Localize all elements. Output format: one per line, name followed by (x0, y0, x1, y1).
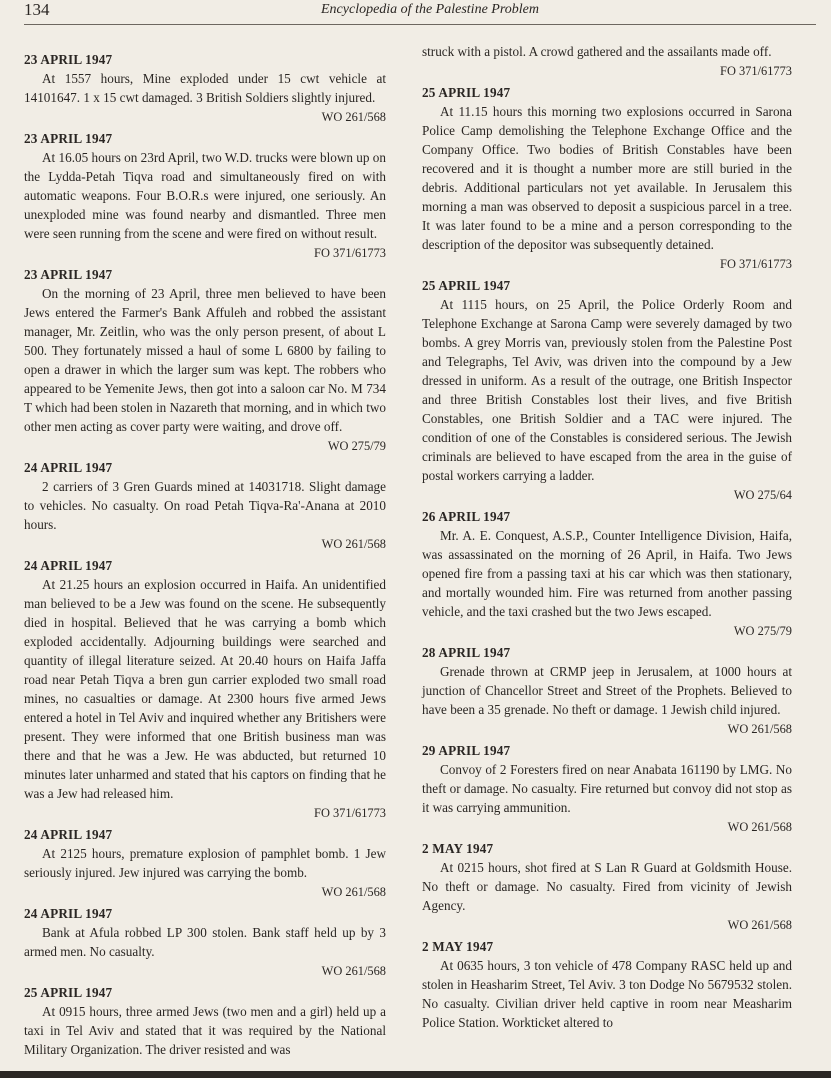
diary-entry (24, 458, 386, 554)
entry-date: 23 APRIL 1947 (24, 267, 113, 282)
entry-date: 23 APRIL 1947 (24, 131, 113, 146)
diary-entry (24, 50, 386, 127)
diary-entry (24, 904, 386, 981)
entry-text: At 16.05 hours on 23rd April, two W.D. trucks were blown up on the Lydda-Petah Tiqva road and simultaneously fired on with automatic weapons. Four B.O.R.s were injured, one seriously. An unexploded mine was found nearby and dismantled. Three men were seen running from the scene and were fired on without result. (24, 150, 386, 241)
page-number: 134 (24, 0, 50, 19)
entry-source-reference: FO 371/61773 (314, 806, 386, 820)
entry-text: Grenade thrown at CRMP jeep in Jerusalem, at 1000 hours at junction of Chancellor Street and Street of the Prophets. Believed to have been a 35 grenade. No theft or damage. 1 Jewish child injured. (422, 664, 792, 717)
diary-entry (422, 276, 792, 505)
entry-source-reference: WO 261/568 (727, 820, 792, 834)
entry-text: Convoy of 2 Foresters fired on near Anabata 161190 by LMG. No theft or damage. No casualty. Fire returned but convoy did not stop as it was carrying ammunition. (422, 762, 792, 815)
entry-text: At 1115 hours, on 25 April, the Police Orderly Room and Telephone Exchange at Sarona Camp were severely damaged by two bombs. A grey Morris van, previously stolen from the Palestine Post and Telegraphs, Tel Aviv, was driven into the compound by a Jew dressed in uniform. As a result of the outrage, one British Inspector and three British Constables lost their lives, and five British Constables, one British Soldier and a TAC were injured. The condition of one of the Constables is considered serious. The Jewish criminals are believed to have escaped from the area in the guise of postal workers carrying a ladder. (422, 297, 792, 483)
diary-entry (422, 643, 792, 739)
diary-entry (422, 937, 792, 1032)
entry-source-reference: WO 261/568 (321, 964, 386, 978)
entry-text: struck with a pistol. A crowd gathered and the assailants made off. (422, 44, 772, 59)
entry-date: 29 APRIL 1947 (422, 743, 511, 758)
entry-text: At 2125 hours, premature explosion of pamphlet bomb. 1 Jew seriously injured. Jew injured was carrying the bomb. (24, 846, 386, 880)
diary-entry (422, 42, 792, 81)
entry-source-reference: WO 261/568 (321, 885, 386, 899)
entry-text: At 0215 hours, shot fired at S Lan R Guard at Goldsmith House. No theft or damage. No casualty. Fired from vicinity of Jewish Agency. (422, 860, 792, 913)
diary-entry (24, 265, 386, 456)
entry-source-reference: WO 275/79 (327, 439, 386, 453)
entry-text: 2 carriers of 3 Gren Guards mined at 14031718. Slight damage to vehicles. No casualty. On road Petah Tiqva-Ra'-Anana at 2010 hours. (24, 479, 386, 532)
diary-entry (422, 507, 792, 641)
entry-date: 23 APRIL 1947 (24, 52, 113, 67)
diary-entry (422, 839, 792, 935)
entry-source-reference: WO 275/79 (733, 624, 792, 638)
entry-source-reference: WO 261/568 (727, 722, 792, 736)
entry-source-reference: WO 275/64 (733, 488, 792, 502)
entry-date: 25 APRIL 1947 (24, 985, 113, 1000)
entry-text: Mr. A. E. Conquest, A.S.P., Counter Intelligence Division, Haifa, was assassinated on the morning of 26 April, in Haifa. Two Jews opened fire from a passing taxi at his car which was then stationary, and mortally wounded him. Fire was returned from another passing vehicle, and the taxi crashed but the two Jews escaped. (422, 528, 792, 619)
entry-date: 24 APRIL 1947 (24, 558, 113, 573)
entry-text: At 21.25 hours an explosion occurred in Haifa. An unidentified man believed to be a Jew was found on the scene. He subsequently died in hospital. Believed that he was carrying a bomb which exploded accidentally. Adjourning buildings were searched and quantity of illegal literature seized. At 20.40 hours on Haifa Jaffa road near Petah Tiqva a bren gun carrier exploded two small road mines, no casualties or damage. At 2300 hours five armed Jews entered a hotel in Tel Aviv and inquired whether any Britishers were present. They were informed that one British business man was there and that he was a Jew. He was abducted, but returned 10 minutes later unharmed and stated that his captors on finding that he was a Jew had released him. (24, 577, 386, 801)
entry-date: 24 APRIL 1947 (24, 906, 113, 921)
right-column (422, 42, 792, 1034)
left-column (24, 50, 386, 1061)
entry-date: 24 APRIL 1947 (24, 827, 113, 842)
entry-source-reference: WO 261/568 (321, 110, 386, 124)
entry-date: 2 MAY 1947 (422, 939, 494, 954)
entry-source-reference: FO 371/61773 (720, 64, 792, 78)
entry-date: 28 APRIL 1947 (422, 645, 511, 660)
page-bottom-edge (0, 1071, 831, 1078)
entry-source-reference: FO 371/61773 (720, 257, 792, 271)
entry-date: 25 APRIL 1947 (422, 278, 511, 293)
diary-entry (422, 83, 792, 274)
entry-text: On the morning of 23 April, three men believed to have been Jews entered the Farmer's Bank Affuleh and robbed the assistant manager, Mr. Zeitlin, who was the only person present, of about L 500. They fortunately missed a haul of some L 6800 by failing to open a drawer in which the larger sum was kept. The robbers who appeared to be Yemenite Jews, then got into a saloon car No. M 734 T which had been stolen in Nazareth that morning, and in which two other men acting as cover party were waiting, and drove off. (24, 286, 386, 434)
diary-entry (24, 129, 386, 263)
entry-date: 2 MAY 1947 (422, 841, 494, 856)
entry-source-reference: FO 371/61773 (314, 246, 386, 260)
entry-date: 25 APRIL 1947 (422, 85, 511, 100)
entry-text: Bank at Afula robbed LP 300 stolen. Bank staff held up by 3 armed men. No casualty. (24, 925, 386, 959)
entry-text: At 11.15 hours this morning two explosions occurred in Sarona Police Camp demolishing the Telephone Exchange Office and the Company Office. Two bodies of British Constables have been recovered and it is thought a number more are still buried in the debris. Additional particulars not yet available. In Jerusalem this morning a man was observed to deposit a suspicious parcel in a tree. It was later found to be a mine and a person corresponding to the description of the depositor was subsequently detained. (422, 104, 792, 252)
entry-source-reference: WO 261/568 (321, 537, 386, 551)
page-header (24, 0, 816, 25)
entry-date: 26 APRIL 1947 (422, 509, 511, 524)
diary-entry (24, 983, 386, 1059)
entry-text: At 0915 hours, three armed Jews (two men and a girl) held up a taxi in Tel Aviv and stated that it was required by the National Military Organization. The driver resisted and was (24, 1004, 386, 1057)
entry-source-reference: WO 261/568 (727, 918, 792, 932)
entry-date: 24 APRIL 1947 (24, 460, 113, 475)
entry-text: At 0635 hours, 3 ton vehicle of 478 Company RASC held up and stolen in Heasharim Street, Tel Aviv. 3 ton Dodge No 5679532 stolen. No casualty. Civilian driver held captive in room near Measharim Police Station. Workticket altered to (422, 958, 792, 1030)
diary-entry (422, 741, 792, 837)
diary-entry (24, 556, 386, 823)
running-title: Encyclopedia of the Palestine Problem (321, 2, 539, 17)
entry-text: At 1557 hours, Mine exploded under 15 cwt vehicle at 14101647. 1 x 15 cwt damaged. 3 British Soldiers slightly injured. (24, 71, 386, 105)
diary-entry (24, 825, 386, 902)
